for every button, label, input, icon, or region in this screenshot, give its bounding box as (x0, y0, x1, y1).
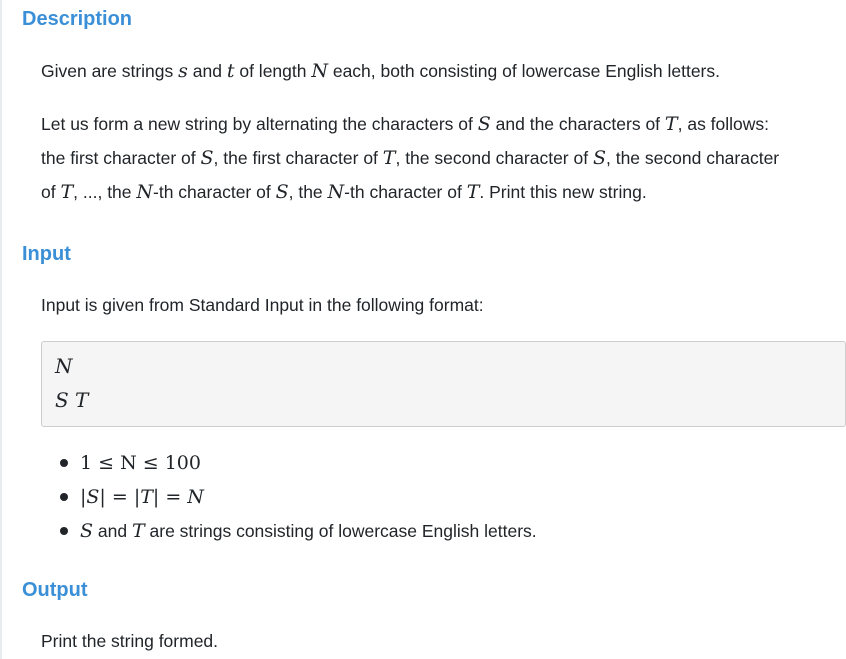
bullet-icon (60, 459, 68, 467)
math-N: N (327, 181, 345, 203)
text: the first character of (41, 148, 201, 168)
text: , the first character of (213, 148, 383, 168)
format-line-n: N (55, 354, 73, 378)
math-T: T (131, 520, 145, 542)
input-format-block (41, 341, 846, 427)
math-S: S (592, 147, 606, 169)
math-s: s (178, 60, 188, 82)
text: . Print this new string. (479, 182, 647, 202)
input-heading: Input (22, 243, 71, 265)
constraints-list (58, 446, 537, 548)
input-intro: Input is given from Standard Input in the following format: (41, 295, 484, 315)
text: each, both consisting of lowercase English letters. (327, 61, 720, 81)
bullet-icon (60, 527, 68, 535)
text: of (41, 182, 61, 202)
text: , the second character (605, 148, 780, 168)
text: , ..., the (73, 182, 137, 202)
text: and the characters of (490, 114, 665, 134)
output-text: Print the string formed. (41, 631, 219, 651)
math-T: T (60, 181, 74, 203)
text: Let us form a new string by alternating the characters of (41, 114, 478, 134)
constraint-item (58, 480, 537, 514)
description-paragraph-1 (41, 54, 841, 88)
text: , the (288, 182, 328, 202)
text: , the second character of (395, 148, 593, 168)
description-paragraph-2 (41, 107, 841, 209)
constraint-item (58, 514, 537, 548)
text: are strings consisting of lowercase English letters. (144, 521, 537, 541)
text: and (93, 521, 132, 541)
output-heading: Output (22, 579, 88, 601)
math-N: N (136, 181, 154, 203)
description-heading: Description (22, 8, 133, 30)
text: , as follows: (677, 114, 770, 134)
math-T: T (466, 181, 480, 203)
math-n: N (311, 60, 328, 82)
constraint-n-range: 1 ≤ N ≤ 100 (80, 452, 201, 474)
math-t: t (226, 60, 235, 82)
math-T: T (382, 147, 396, 169)
format-line-s-t: S T (55, 388, 89, 412)
text: -th character of (153, 182, 276, 202)
constraint-length: |S| = |T| = N (80, 486, 204, 508)
text: Given are strings (41, 61, 179, 81)
math-S: S (477, 113, 491, 135)
text: of length (234, 61, 312, 81)
text: -th character of (344, 182, 467, 202)
math-T: T (664, 113, 678, 135)
math-S: S (200, 147, 214, 169)
math-S: S (80, 520, 94, 542)
text: and (187, 61, 227, 81)
math-S: S (275, 181, 289, 203)
constraint-item (58, 446, 537, 480)
bullet-icon (60, 493, 68, 501)
